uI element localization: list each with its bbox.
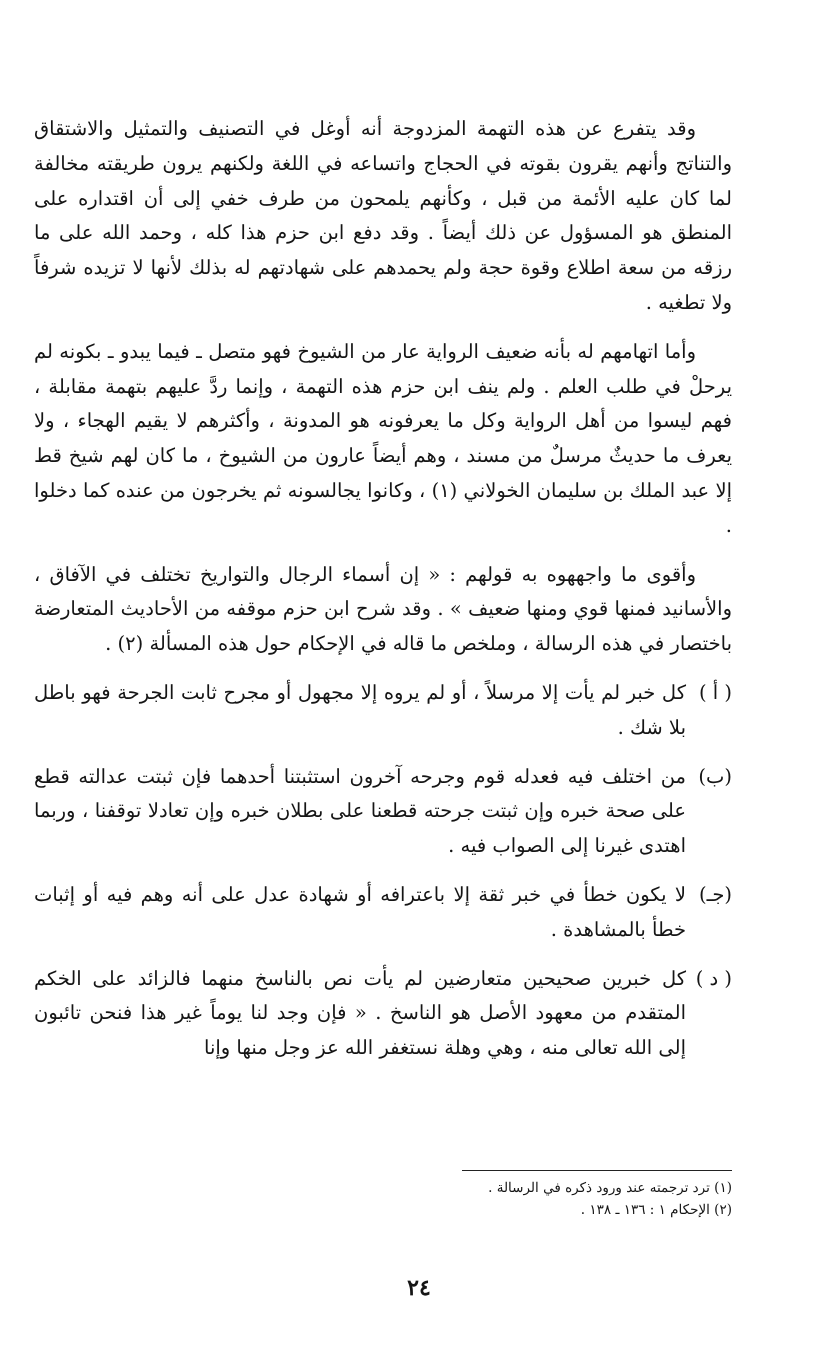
list-item-label: ( أ ) (698, 680, 732, 704)
paragraph-3: وأقوى ما واجههوه به قولهم : « إن أسماء الرجال والتواريخ تختلف في الآفاق ، والأسانيد فمنها قوي ومنها ضعيف » . وقد شرح ابن حزم موقفه من الأحاديث المتعارضة باختصار في هذه الرسالة ، وملخص ما قاله في الإحكام حول هذه المسألة (٢) . (34, 562, 732, 656)
page-number: ٢٤ (407, 1275, 431, 1301)
list-item-text: من اختلف فيه فعدله قوم وجرحه آخرون استثبتنا أحدهما فإن ثبتت عدالته قطع على صحة خبره وإن ثبتت جرحته قطعنا على بطلان خبره وإن تعادلا توقفنا ، وربما اهتدى غيرنا إلى الصواب فيه . (34, 764, 686, 858)
footnote-divider (462, 1170, 732, 1171)
main-text (34, 112, 732, 1080)
list-item-label: ( د ) (695, 966, 732, 990)
list-item-c (34, 878, 732, 948)
list-item-a (34, 676, 732, 746)
paragraph-1: وقد يتفرع عن هذه التهمة المزدوجة أنه أوغل في التصنيف والتمثيل والاشتقاق والتناتج وأنهم يقرون بقوته في الحجاج واتساعه في اللغة ولكنهم يرون طريقته مخالفة لما كان عليه الأئمة من قبل ، وكأنهم يلمحون من طرف خفي إلى أن اقتداره على المنطق هو المسؤول عن ذلك أيضاً . وقد دفع ابن حزم هذا كله ، وحمد الله على ما رزقه من سعة اطلاع وقوة حجة ولم يحمدهم على شهادتهم له بذلك لأنها لا تزيده شرفاً ولا تطغيه . (34, 117, 732, 314)
list-item-label: (ب) (698, 764, 732, 788)
list-item-text: كل خبرين صحيحين متعارضين لم يأت نص بالناسخ منهما فالزائد على الخكم المتقدم من معهود الأصل هو الناسخ . « فإن وجد لنا يوماً غير هذا فنحن تائبون إلى الله تعالى منه ، وهي وهلة نستغفر الله عز وجل منها وإنا (34, 966, 686, 1060)
footnote-1: (١) ترد ترجمته عند ورود ذكره في الرسالة . (488, 1180, 732, 1196)
list-item-label: (جـ) (699, 882, 732, 906)
list-item-d (34, 962, 732, 1066)
footnote-2: (٢) الإحكام ١ : ١٣٦ ـ ١٣٨ . (580, 1202, 732, 1218)
list-item-b (34, 760, 732, 864)
list-item-text: كل خبر لم يأت إلا مرسلاً ، أو لم يروه إلا مجهول أو مجرح ثابت الجرحة فهو باطل بلا شك . (34, 680, 686, 739)
footnotes (104, 1170, 732, 1221)
list-item-text: لا يكون خطأ في خبر ثقة إلا باعترافه أو شهادة عدل على أنه وهم فيه أو إثبات خطأ بالمشاهدة . (34, 882, 686, 941)
paragraph-2: وأما اتهامهم له بأنه ضعيف الرواية عار من الشيوخ فهو متصل ـ فيما يبدو ـ بكونه لم يرحلْ في طلب العلم . ولم ينف ابن حزم هذه التهمة ، وإنما ردَّ عليهم بتهمة مقابلة ، فهم ليسوا من أهل الرواية وكل ما يعرفونه هو المدونة ، وأكثرهم لا يقيم الهجاء ، ولا يعرف ما حديثٌ مرسلٌ من مسند ، وهم أيضاً عارون من الشيوخ ، ما كان لهم شيخ قط إلا عبد الملك بن سليمان الخولاني (١) ، وكانوا يجالسونه ثم يخرجون من عنده كما دخلوا . (34, 339, 732, 537)
